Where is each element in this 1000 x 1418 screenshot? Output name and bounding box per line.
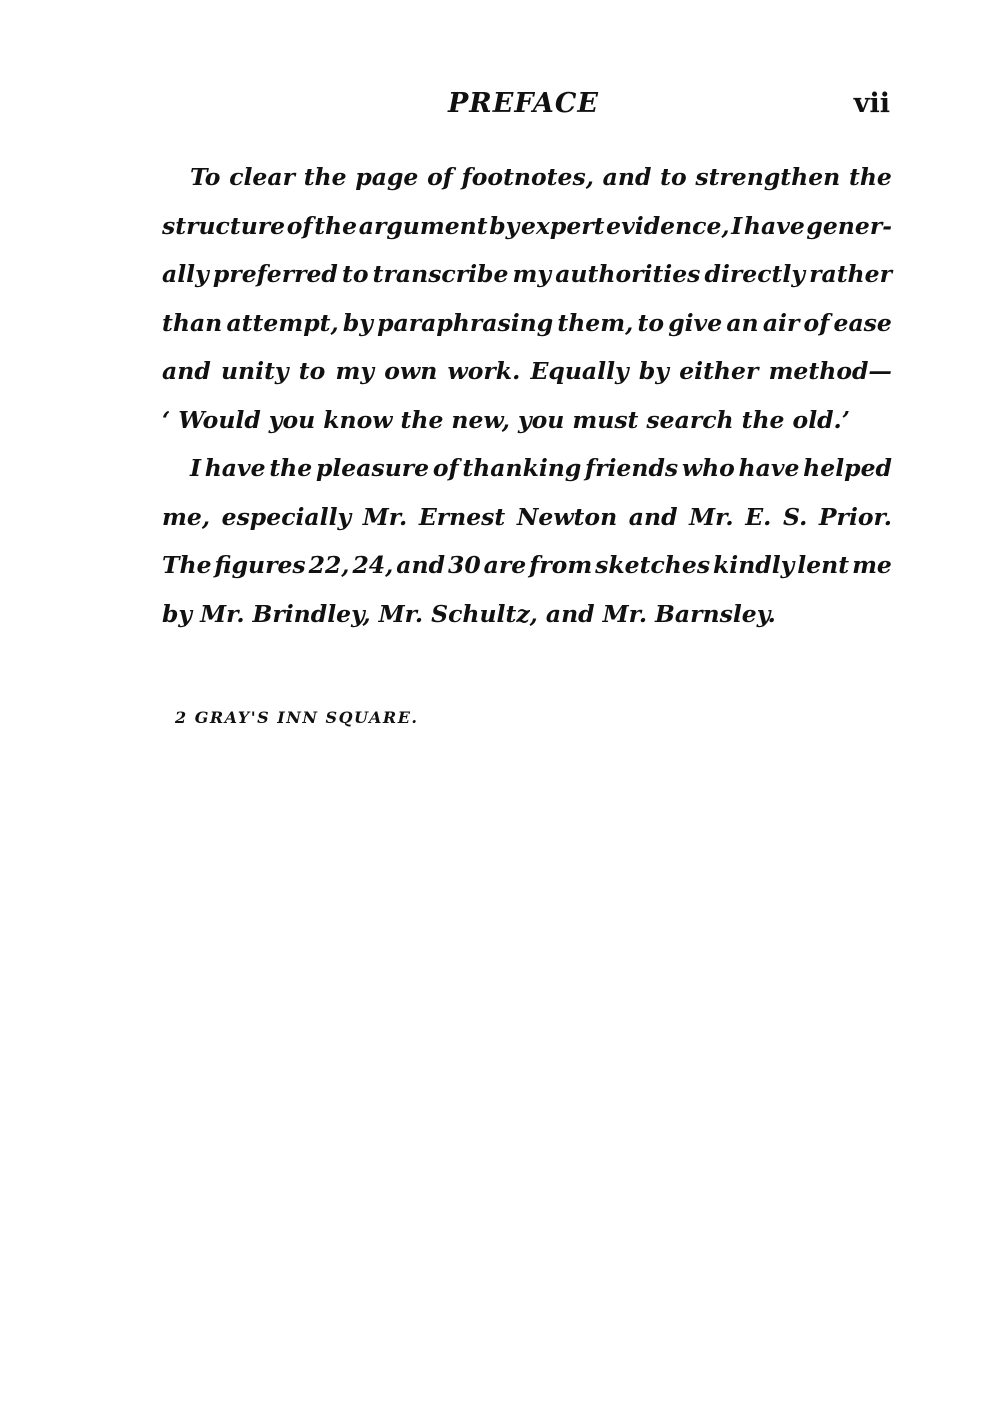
text-line: To clear the page of footnotes, and to strengthen the	[190, 163, 892, 191]
text-line: I have the pleasure of thanking friends who have helped	[190, 454, 892, 482]
page-number: vii	[853, 88, 890, 119]
preface-body	[162, 153, 892, 638]
text-line: me, especially Mr. Ernest Newton and Mr. E. S. Prior.	[162, 502, 892, 531]
text-line: ‘ Would you know the new, you must search the old.’	[162, 405, 850, 434]
text-line: The figures 22, 24, and 30 are from sketches kindly lent me	[162, 551, 892, 579]
text-line: than attempt, by paraphrasing them, to give an air of ease	[162, 308, 892, 337]
address-signature: 2 GRAY'S INN SQUARE.	[175, 708, 419, 727]
text-line: structure of the argument by expert evidence, I have gener-	[162, 211, 892, 240]
running-title: PREFACE	[448, 88, 599, 119]
text-line: and unity to my own work. Equally by either method—	[162, 357, 892, 385]
running-head	[0, 88, 1000, 128]
text-line: by Mr. Brindley, Mr. Schultz, and Mr. Barnsley.	[162, 599, 776, 628]
text-line: ally preferred to transcribe my authorities directly rather	[162, 260, 892, 288]
